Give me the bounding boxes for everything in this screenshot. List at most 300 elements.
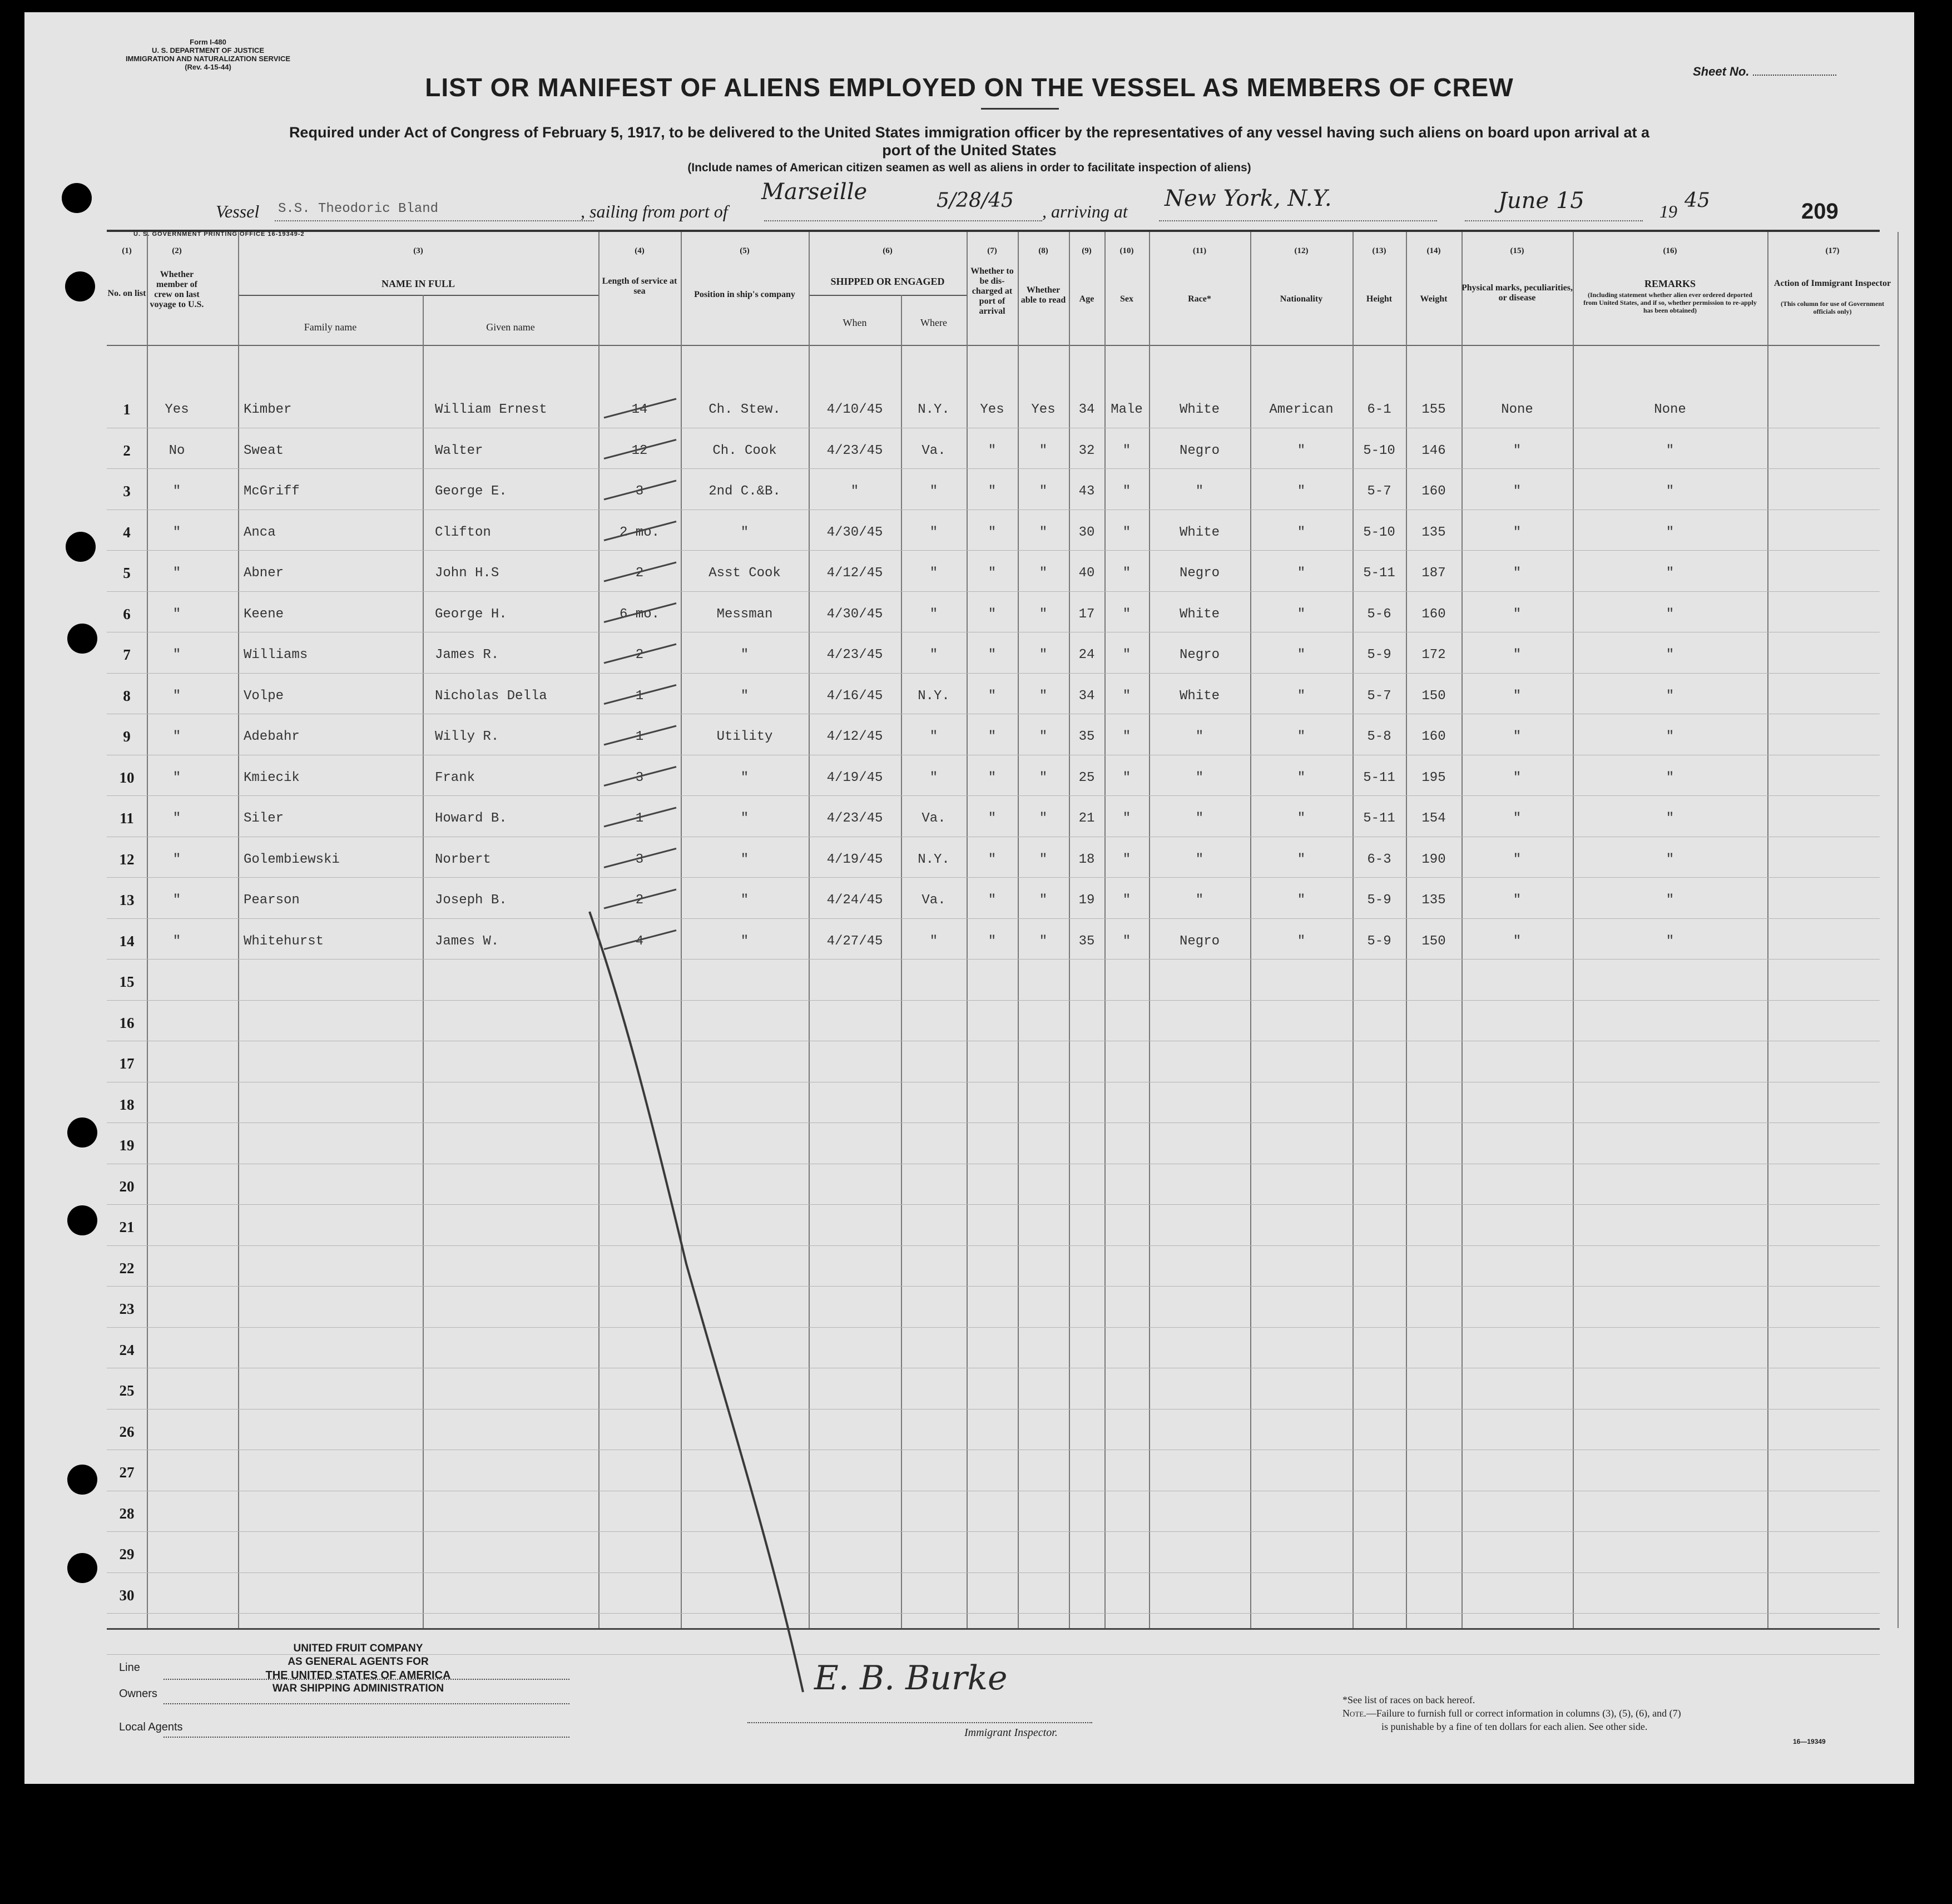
col-inspector-action: Action of Immigrant Inspector (1773, 279, 1891, 288)
local-agents-label: Local Agents (119, 1721, 183, 1733)
col-nationality: Nationality (1280, 294, 1323, 304)
cell-when: 4/19/45 (826, 852, 883, 867)
punch-hole (67, 1553, 97, 1583)
cell-age: 17 (1078, 606, 1095, 622)
cell-given: John H.S (435, 566, 499, 581)
cell-remarks: " (1666, 606, 1674, 622)
col-physical-marks: Physical marks, peculiarities, or disease (1461, 283, 1573, 303)
cell-discharged: " (988, 606, 997, 622)
cell-when: 4/23/45 (826, 811, 883, 826)
department-name: U. S. DEPARTMENT OF JUSTICE (152, 46, 264, 55)
page-number: 209 (1801, 199, 1839, 224)
cell-race: " (1195, 770, 1204, 785)
owners-label: Owners (119, 1688, 157, 1700)
col-inspector-note: (This column for use of Government officials only) (1780, 300, 1885, 315)
cell-discharged: " (988, 525, 997, 540)
cell-marks: " (1513, 484, 1522, 499)
col-shipped-or-engaged: SHIPPED OR ENGAGED (830, 276, 945, 287)
cell-position: " (740, 688, 749, 704)
cell-read: " (1039, 606, 1048, 622)
cell-height: 5-9 (1367, 893, 1391, 908)
service-strike-mark (604, 604, 676, 622)
inspector-signature: E. B. Burke (814, 1659, 1008, 1698)
vessel-name: S.S. Theodoric Bland (278, 201, 439, 216)
form-code: 16—19349 (1793, 1738, 1826, 1745)
service-strike-mark (604, 440, 676, 459)
cell-race: White (1179, 402, 1220, 417)
cell-where: " (929, 933, 938, 949)
cell-given: George H. (435, 606, 507, 622)
year-prefix: 19 (1659, 201, 1677, 221)
penalty-note-2: is punishable by a fine of ten dollars for each alien. See other side. (1381, 1721, 1648, 1732)
cell-weight: 190 (1421, 852, 1446, 867)
cell-marks: " (1513, 606, 1522, 622)
cell-sex: " (1122, 688, 1131, 704)
cell-age: 18 (1078, 852, 1095, 867)
cell-given: Willy R. (435, 729, 499, 744)
form-revision: (Rev. 4-15-44) (185, 63, 231, 71)
cell-when: 4/12/45 (826, 566, 883, 581)
page-title: LIST OR MANIFEST OF ALIENS EMPLOYED ON THE VESSEL AS MEMBERS OF CREW (425, 73, 1514, 102)
cell-marks: " (1513, 688, 1522, 704)
cell-nationality: " (1297, 688, 1306, 704)
cell-last-voyage: " (172, 893, 181, 908)
cell-nationality: " (1297, 770, 1306, 785)
service-name: IMMIGRATION AND NATURALIZATION SERVICE (125, 55, 291, 63)
cell-read: " (1039, 893, 1048, 908)
service-strike-mark (604, 808, 676, 827)
cell-sex: " (1122, 525, 1131, 540)
row-number: 4 (123, 523, 131, 541)
cell-read: " (1039, 484, 1048, 499)
cell-last-voyage: " (172, 770, 181, 785)
cell-remarks: " (1666, 852, 1674, 867)
cell-discharged: " (988, 933, 997, 949)
cell-weight: 160 (1421, 606, 1446, 622)
cell-given: Frank (435, 770, 475, 785)
cell-remarks: None (1654, 402, 1686, 417)
col-discharged: Whether to be dis-charged at port of arrival (970, 266, 1014, 316)
cell-age: 19 (1078, 893, 1095, 908)
service-strike-mark (604, 889, 676, 908)
col-where: Where (920, 317, 947, 328)
cell-height: 5-10 (1363, 443, 1395, 458)
cell-where: " (929, 525, 938, 540)
col-age: Age (1079, 294, 1094, 304)
row-number: 13 (119, 892, 135, 908)
cell-sex: " (1122, 566, 1131, 581)
cell-discharged: " (988, 484, 997, 499)
cell-last-voyage: " (172, 688, 181, 704)
cell-race: " (1195, 893, 1204, 908)
colnum-8: (8) (1038, 246, 1048, 255)
cell-family: Kmiecik (244, 770, 300, 785)
colnum-2: (2) (172, 246, 182, 255)
cell-nationality: " (1297, 566, 1306, 581)
cell-where: Va. (921, 893, 946, 908)
cell-service: 2 (635, 893, 644, 908)
cell-read: " (1039, 566, 1048, 581)
cell-sex: " (1122, 811, 1131, 826)
cell-height: 5-6 (1367, 606, 1391, 622)
sailing-port: Marseille (761, 179, 868, 205)
cell-marks: None (1501, 402, 1533, 417)
cell-sex: " (1122, 484, 1131, 499)
colnum-17: (17) (1825, 246, 1840, 255)
cell-where: Va. (921, 811, 946, 826)
cell-family: Williams (244, 647, 308, 662)
cell-service: 12 (631, 443, 648, 458)
cell-given: James W. (435, 933, 499, 949)
cell-last-voyage: Yes (165, 402, 189, 417)
arrival-date: June 15 (1498, 188, 1584, 214)
cell-nationality: " (1297, 525, 1306, 540)
cell-race: White (1179, 606, 1220, 622)
cell-remarks: " (1666, 688, 1674, 704)
cell-weight: 160 (1421, 484, 1446, 499)
cell-marks: " (1513, 852, 1522, 867)
note-label: Note. (1342, 1708, 1366, 1719)
cell-discharged: " (988, 811, 997, 826)
cell-race: " (1195, 852, 1204, 867)
cell-weight: 150 (1421, 688, 1446, 704)
cell-last-voyage: " (172, 852, 181, 867)
punch-hole (67, 1465, 97, 1495)
cell-last-voyage: " (172, 933, 181, 949)
cell-height: 5-9 (1367, 933, 1391, 949)
cell-remarks: " (1666, 933, 1674, 949)
service-strike-mark (604, 481, 676, 500)
service-strike-mark (604, 522, 676, 541)
col-name-in-full: NAME IN FULL (381, 278, 455, 289)
cell-family: Volpe (244, 688, 284, 704)
service-strike-mark (604, 849, 676, 868)
cell-when: 4/16/45 (826, 688, 883, 704)
cell-nationality: American (1269, 402, 1334, 417)
races-note: *See list of races on back hereof. (1342, 1694, 1475, 1705)
cell-age: 34 (1078, 402, 1095, 417)
colnum-11: (11) (1192, 246, 1207, 255)
cell-sex: " (1122, 443, 1131, 458)
cell-race: White (1179, 688, 1220, 704)
service-strike-mark (604, 644, 676, 663)
colnum-5: (5) (740, 246, 750, 255)
cell-sex: " (1122, 729, 1131, 744)
cell-discharged: " (988, 729, 997, 744)
cell-last-voyage: " (172, 484, 181, 499)
colnum-7: (7) (987, 246, 997, 255)
cell-nationality: " (1297, 811, 1306, 826)
cell-given: Walter (435, 443, 483, 458)
cell-last-voyage: No (169, 443, 185, 458)
cell-read: " (1039, 443, 1048, 458)
punch-hole (67, 1117, 97, 1148)
cell-family: Kimber (244, 402, 292, 417)
cell-nationality: " (1297, 606, 1306, 622)
cell-read: " (1039, 852, 1048, 867)
cell-given: Nicholas Della (435, 688, 547, 704)
cell-read: " (1039, 525, 1048, 540)
cell-race: " (1195, 484, 1204, 499)
cell-where: " (929, 606, 938, 622)
punch-hole (67, 624, 97, 654)
empty-row-number: 22 (119, 1259, 135, 1277)
cell-family: Keene (244, 606, 284, 622)
cell-height: 5-7 (1367, 688, 1391, 704)
cell-remarks: " (1666, 647, 1674, 662)
cell-where: " (929, 729, 938, 744)
cell-discharged: " (988, 443, 997, 458)
cell-race: Negro (1179, 443, 1220, 458)
cell-race: Negro (1179, 933, 1220, 949)
cell-service: 14 (631, 402, 648, 417)
cell-given: William Ernest (435, 402, 547, 417)
row-number: 2 (123, 442, 131, 459)
cell-nationality: " (1297, 852, 1306, 867)
cell-where: " (929, 566, 938, 581)
vessel-label: Vessel (216, 201, 260, 221)
cell-given: Clifton (435, 525, 491, 540)
stamp-line-2: AS GENERAL AGENTS FOR (288, 1656, 429, 1668)
col-last-voyage: Whether member of crew on last voyage to U.S. (150, 270, 204, 309)
col-family-name: Family name (304, 322, 357, 333)
cell-read: " (1039, 933, 1048, 949)
col-given-name: Given name (486, 322, 535, 333)
cell-position: 2nd C.&B. (709, 484, 781, 499)
cell-service: 3 (635, 770, 644, 785)
cell-discharged: " (988, 893, 997, 908)
cell-where: " (929, 484, 938, 499)
cell-family: McGriff (244, 484, 300, 499)
cell-service: 1 (635, 729, 644, 744)
cell-last-voyage: " (172, 811, 181, 826)
cell-weight: 150 (1421, 933, 1446, 949)
cell-marks: " (1513, 729, 1522, 744)
cell-discharged: " (988, 688, 997, 704)
cell-weight: 135 (1421, 525, 1446, 540)
sheet-number-label: Sheet No. (1693, 65, 1750, 78)
colnum-6: (6) (883, 246, 893, 255)
cell-service: 1 (635, 811, 644, 826)
cell-age: 35 (1078, 933, 1095, 949)
row-number: 5 (123, 565, 131, 581)
cell-read: " (1039, 729, 1048, 744)
inspector-label: Immigrant Inspector. (964, 1727, 1058, 1739)
cell-last-voyage: " (172, 647, 181, 662)
cell-read: " (1039, 688, 1048, 704)
empty-row-number: 17 (119, 1055, 135, 1072)
cell-service: 1 (635, 688, 644, 704)
stamp-line-1: UNITED FRUIT COMPANY (293, 1643, 423, 1654)
empty-row-number: 18 (119, 1096, 135, 1113)
cell-age: 32 (1078, 443, 1095, 458)
cell-height: 5-11 (1363, 811, 1395, 826)
cell-when: 4/24/45 (826, 893, 883, 908)
cell-read: " (1039, 770, 1048, 785)
col-able-to-read: Whether able to read (1020, 285, 1066, 305)
cell-age: 25 (1078, 770, 1095, 785)
cell-sex: Male (1111, 402, 1143, 417)
cell-service: 2 (635, 566, 644, 581)
cell-given: James R. (435, 647, 499, 662)
agents-rule (164, 1737, 569, 1738)
cell-race: " (1195, 811, 1204, 826)
cell-remarks: " (1666, 443, 1674, 458)
cell-marks: " (1513, 525, 1522, 540)
row-number: 11 (120, 810, 134, 827)
cell-when: " (850, 484, 859, 499)
col-no-on-list: No. on list (107, 289, 146, 298)
cell-weight: 187 (1421, 566, 1446, 581)
empty-row-number: 16 (119, 1014, 135, 1031)
arriving-label: , arriving at (1042, 201, 1128, 221)
cell-when: 4/10/45 (826, 402, 883, 417)
cell-marks: " (1513, 811, 1522, 826)
stamp-line-3: THE UNITED STATES OF AMERICA (265, 1669, 451, 1682)
cell-last-voyage: " (172, 606, 181, 622)
punch-hole (67, 1205, 97, 1235)
cell-height: 5-11 (1363, 566, 1395, 581)
penalty-note (1342, 1707, 1681, 1720)
cell-read: " (1039, 811, 1048, 826)
cell-last-voyage: " (172, 525, 181, 540)
cell-last-voyage: " (172, 729, 181, 744)
row-number: 14 (119, 932, 135, 949)
cell-sex: " (1122, 770, 1131, 785)
punch-hole (66, 532, 96, 562)
cell-race: White (1179, 525, 1220, 540)
cell-given: Howard B. (435, 811, 507, 826)
note-text-1: —Failure to furnish full or correct information in columns (3), (5), (6), and (7) (1366, 1708, 1681, 1719)
cell-given: George E. (435, 484, 507, 499)
cell-sex: " (1122, 893, 1131, 908)
cell-position: " (740, 811, 749, 826)
cell-nationality: " (1297, 933, 1306, 949)
cell-height: 5-10 (1363, 525, 1395, 540)
cell-when: 4/19/45 (826, 770, 883, 785)
vertical-pen-line (589, 912, 803, 1692)
service-strike-mark (604, 562, 676, 581)
include-citizens-note: (Include names of American citizen seamen as well as aliens in order to facilitate inspection of aliens) (687, 161, 1251, 174)
cell-remarks: " (1666, 811, 1674, 826)
row-number: 9 (123, 728, 131, 745)
cell-discharged: " (988, 770, 997, 785)
cell-remarks: " (1666, 525, 1674, 540)
empty-row-number: 19 (119, 1137, 135, 1154)
cell-position: Utility (716, 729, 773, 744)
cell-sex: " (1122, 852, 1131, 867)
cell-weight: 135 (1421, 893, 1446, 908)
cell-age: 24 (1078, 647, 1095, 662)
cell-marks: " (1513, 443, 1522, 458)
cell-when: 4/30/45 (826, 606, 883, 622)
cell-service: 2 mo. (619, 525, 660, 540)
cell-position: Ch. Stew. (709, 402, 781, 417)
cell-read: " (1039, 647, 1048, 662)
cell-height: 6-1 (1367, 402, 1391, 417)
cell-discharged: " (988, 647, 997, 662)
cell-nationality: " (1297, 443, 1306, 458)
cell-family: Siler (244, 811, 284, 826)
empty-row-number: 25 (119, 1382, 135, 1399)
cell-position: " (740, 647, 749, 662)
cell-where: Va. (921, 443, 946, 458)
row-number: 12 (119, 850, 135, 868)
cell-position: " (740, 933, 749, 949)
printing-office-line: U. S. GOVERNMENT PRINTING OFFICE 16-19349-2 (133, 231, 305, 238)
colnum-3: (3) (413, 246, 423, 255)
colnum-12: (12) (1294, 246, 1309, 255)
col-length-of-service: Length of service at sea (602, 276, 677, 296)
cell-height: 5-7 (1367, 484, 1391, 499)
col-height: Height (1366, 294, 1393, 304)
row-number: 8 (123, 687, 131, 704)
cell-when: 4/23/45 (826, 443, 883, 458)
service-strike-mark (604, 726, 676, 745)
cell-position: " (740, 852, 749, 867)
cell-height: 5-8 (1367, 729, 1391, 744)
colnum-4: (4) (635, 246, 645, 255)
cell-sex: " (1122, 606, 1131, 622)
col-weight: Weight (1420, 294, 1448, 304)
empty-row-number: 27 (119, 1464, 135, 1481)
signature-rule (747, 1722, 1092, 1723)
agent-stamp (230, 1642, 486, 1695)
cell-age: 30 (1078, 525, 1095, 540)
cell-service: 4 (635, 933, 644, 949)
cell-age: 21 (1078, 811, 1095, 826)
cell-height: 5-9 (1367, 647, 1391, 662)
cell-age: 35 (1078, 729, 1095, 744)
cell-service: 3 (635, 852, 644, 867)
form-number: Form I-480 (190, 38, 226, 46)
colnum-16: (16) (1663, 246, 1677, 255)
cell-where: " (929, 647, 938, 662)
cell-sex: " (1122, 933, 1131, 949)
empty-row-number: 20 (119, 1178, 135, 1195)
cell-remarks: " (1666, 729, 1674, 744)
cell-position: Ch. Cook (712, 443, 777, 458)
sailing-label: , sailing from port of (581, 201, 728, 221)
cell-discharged: " (988, 566, 997, 581)
service-strike-mark (604, 767, 676, 786)
cell-race: Negro (1179, 566, 1220, 581)
cell-when: 4/30/45 (826, 525, 883, 540)
cell-where: N.Y. (918, 688, 950, 704)
punch-hole (65, 271, 95, 301)
col-race: Race* (1188, 294, 1211, 304)
cell-given: Norbert (435, 852, 491, 867)
cell-when: 4/27/45 (826, 933, 883, 949)
cell-position: " (740, 893, 749, 908)
manifest-sheet (24, 12, 1914, 1784)
cell-read: Yes (1031, 402, 1056, 417)
cell-family: Adebahr (244, 729, 300, 744)
colnum-13: (13) (1372, 246, 1386, 255)
cell-weight: 146 (1421, 443, 1446, 458)
cell-where: N.Y. (918, 402, 950, 417)
arriving-port: New York, N.Y. (1165, 186, 1332, 211)
cell-service: 3 (635, 484, 644, 499)
cell-family: Golembiewski (244, 852, 340, 867)
colnum-9: (9) (1082, 246, 1092, 255)
cell-race: " (1195, 729, 1204, 744)
owners-rule (164, 1703, 569, 1704)
cell-service: 2 (635, 647, 644, 662)
empty-row-number: 24 (119, 1341, 135, 1358)
cell-family: Sweat (244, 443, 284, 458)
cell-discharged: Yes (980, 402, 1004, 417)
